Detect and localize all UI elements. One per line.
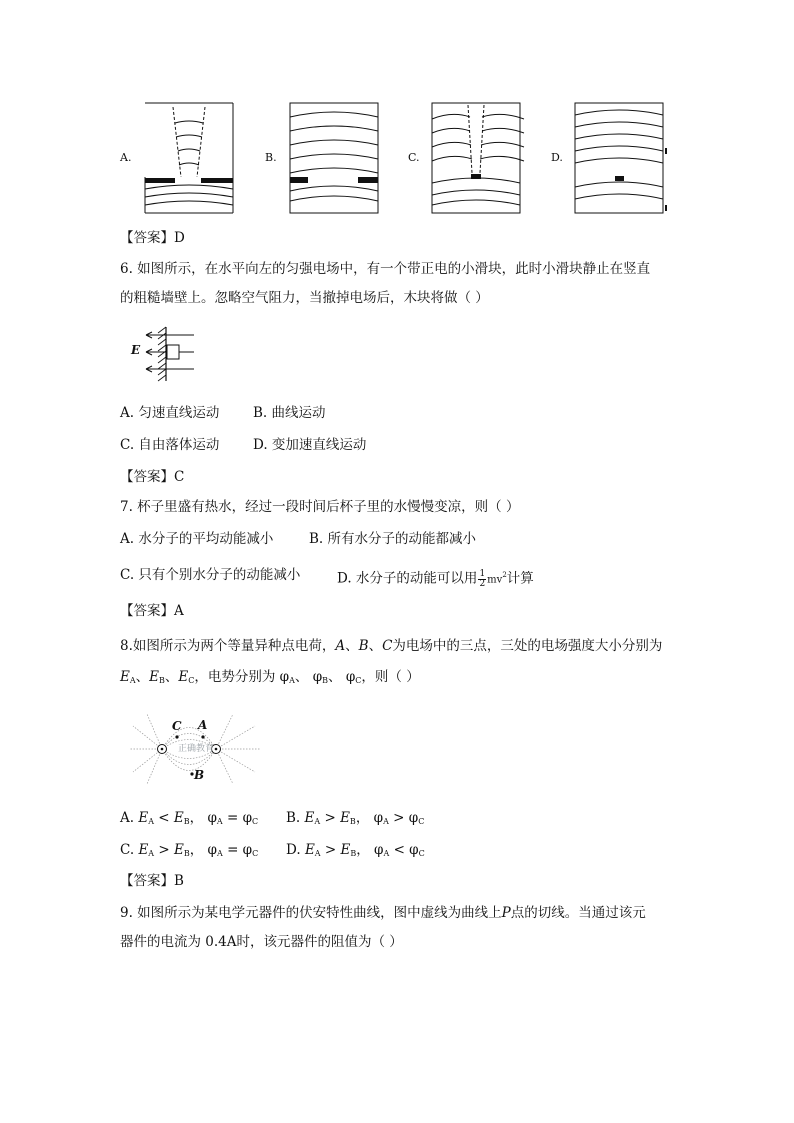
phi-symbol: φ bbox=[242, 842, 253, 858]
subscript-a: A bbox=[383, 849, 390, 858]
answer-label: 【答案】 bbox=[120, 603, 174, 619]
q6-option-b[interactable]: B. 曲线运动 bbox=[253, 405, 326, 421]
separator: 、 bbox=[294, 669, 309, 685]
subscript-b: B bbox=[159, 676, 165, 685]
subscript-a: A bbox=[148, 849, 155, 858]
subscript-a: A bbox=[383, 817, 389, 826]
separator: 、 bbox=[368, 638, 383, 654]
phi-symbol: φ bbox=[312, 669, 323, 685]
q6-field-label: E bbox=[131, 343, 141, 357]
answer-value: D bbox=[174, 230, 185, 246]
answer-value: C bbox=[174, 469, 185, 485]
q6-stem-line1: 6. 如图所示，在水平向左的匀强电场中，有一个带正电的小滑块，此时小滑块静止在竖直 bbox=[120, 261, 651, 277]
e-symbol: E bbox=[149, 669, 159, 685]
e-symbol: E bbox=[340, 842, 351, 858]
q6-stem-line2: 的粗糙墙壁上。忽略空气阻力，当撤掉电场后，木块将做（ ） bbox=[120, 290, 489, 306]
q9-stem-pre: 9. 如图所示为某电学元器件的伏安特性曲线，图中虚线为曲线上 bbox=[120, 905, 502, 921]
e-symbol: E bbox=[120, 669, 130, 685]
greater-than: > bbox=[324, 810, 336, 826]
q6-option-a[interactable]: A. 匀速直线运动 bbox=[120, 405, 220, 421]
e-symbol: E bbox=[304, 810, 315, 826]
e-symbol: E bbox=[304, 842, 315, 858]
point-c: C bbox=[382, 638, 393, 654]
subscript-b: B bbox=[322, 676, 329, 685]
q8-fig-label-a: A bbox=[198, 718, 208, 732]
q5-figure-d bbox=[575, 103, 670, 215]
q5-option-b-label[interactable]: B. bbox=[265, 151, 277, 164]
subscript-a: A bbox=[314, 849, 321, 858]
subscript-c: C bbox=[418, 817, 425, 826]
q8-option-c[interactable] bbox=[120, 841, 258, 863]
greater-than: > bbox=[158, 842, 170, 858]
phi-symbol: φ bbox=[279, 669, 290, 685]
separator: 、 bbox=[328, 669, 342, 685]
subscript-b: B bbox=[350, 849, 357, 858]
e-symbol: E bbox=[138, 842, 149, 858]
subscript-c: C bbox=[418, 849, 425, 858]
q5-answer bbox=[120, 229, 185, 247]
q8-stem-line1 bbox=[120, 637, 662, 655]
q9-stem-post: 点的切线。当通过该元 bbox=[510, 905, 646, 921]
subscript-a: A bbox=[216, 817, 223, 826]
point-a: A bbox=[335, 638, 346, 654]
subscript-c: C bbox=[355, 676, 362, 685]
answer-label: 【答案】 bbox=[120, 873, 174, 889]
subscript-a: A bbox=[148, 817, 154, 826]
e-symbol: E bbox=[173, 842, 184, 858]
fraction-denominator: 2 bbox=[479, 578, 486, 589]
half-fraction bbox=[478, 570, 486, 589]
phi-symbol: φ bbox=[374, 842, 384, 858]
formula-exponent: 2 bbox=[502, 571, 507, 579]
e-symbol: E bbox=[173, 810, 184, 826]
separator: 、 bbox=[345, 638, 359, 654]
q5-option-d-label[interactable]: D. bbox=[551, 151, 563, 164]
less-than: < bbox=[158, 810, 170, 826]
q5-figure-c bbox=[432, 103, 524, 215]
subscript-a: A bbox=[289, 676, 295, 685]
q7-option-d-text: D. 水分子的动能可以用 bbox=[337, 570, 478, 587]
q7-option-d[interactable] bbox=[337, 566, 534, 590]
q8-stem-pre: 8.如图所示为两个等量异种点电荷， bbox=[120, 638, 336, 654]
q7-option-b[interactable]: B. 所有水分子的动能都减小 bbox=[309, 531, 477, 547]
answer-label: 【答案】 bbox=[120, 230, 174, 246]
q5-option-a-label[interactable]: A. bbox=[120, 151, 132, 164]
subscript-c: C bbox=[188, 676, 195, 685]
subscript-a: A bbox=[216, 849, 223, 858]
q6-option-c[interactable]: C. 自由落体运动 bbox=[120, 437, 220, 453]
comma: ， bbox=[189, 810, 204, 826]
point-b: B bbox=[358, 638, 369, 654]
q8-option-a[interactable] bbox=[120, 809, 258, 831]
subscript-a: A bbox=[129, 676, 136, 685]
answer-value: A bbox=[174, 603, 184, 619]
equals: = bbox=[227, 842, 239, 858]
watermark-text: 正确教育 bbox=[178, 744, 215, 754]
phi-symbol: φ bbox=[409, 842, 419, 858]
option-label: C. bbox=[120, 842, 135, 858]
subscript-b: B bbox=[183, 849, 190, 858]
q8-stem-end: ，则（ ） bbox=[361, 669, 420, 685]
subscript-a: A bbox=[314, 817, 321, 826]
q8-option-b[interactable] bbox=[286, 809, 424, 831]
formula-mv: mv bbox=[487, 574, 503, 586]
comma: ， bbox=[355, 810, 370, 826]
comma: ， bbox=[189, 842, 204, 858]
point-p: P bbox=[501, 905, 511, 921]
option-label: A. bbox=[120, 810, 135, 826]
phi-symbol: φ bbox=[408, 810, 419, 826]
q8-stem-post: 为电场中的三点，三处的电场强度大小分别为 bbox=[392, 638, 663, 654]
q9-stem-line2: 器件的电流为 0.4A时，该元器件的阻值为（ ） bbox=[120, 934, 403, 950]
phi-symbol: φ bbox=[207, 810, 217, 826]
comma: ， bbox=[356, 842, 370, 858]
q8-answer bbox=[120, 872, 184, 890]
q8-stem-mid: ，电势分别为 bbox=[194, 669, 276, 685]
q8-option-d[interactable] bbox=[286, 841, 425, 863]
phi-symbol: φ bbox=[373, 810, 384, 826]
q8-fig-label-c: C bbox=[172, 719, 182, 733]
subscript-c: C bbox=[252, 849, 259, 858]
q7-option-d-tail: 计算 bbox=[506, 570, 534, 587]
q9-stem-line1 bbox=[120, 904, 646, 922]
q8-stem-line2 bbox=[120, 668, 420, 690]
q6-option-d[interactable]: D. 变加速直线运动 bbox=[253, 437, 367, 453]
less-than: < bbox=[393, 842, 405, 858]
e-symbol: E bbox=[178, 669, 189, 685]
q8-fig-label-b: B bbox=[194, 768, 205, 782]
q7-answer bbox=[120, 602, 184, 620]
separator: 、 bbox=[135, 669, 150, 685]
phi-symbol: φ bbox=[345, 669, 356, 685]
answer-value: B bbox=[174, 873, 184, 889]
equals: = bbox=[226, 810, 239, 826]
option-label: B. bbox=[286, 810, 301, 826]
phi-symbol: φ bbox=[242, 810, 253, 826]
subscript-b: B bbox=[183, 817, 190, 826]
q7-stem: 7. 杯子里盛有热水，经过一段时间后杯子里的水慢慢变凉，则（ ） bbox=[120, 499, 520, 515]
separator: 、 bbox=[164, 669, 179, 685]
greater-than: > bbox=[324, 842, 337, 858]
q6-answer bbox=[120, 468, 184, 486]
q5-figure-a bbox=[145, 103, 235, 215]
e-symbol: E bbox=[340, 810, 350, 826]
answer-label: 【答案】 bbox=[120, 469, 174, 485]
fraction-numerator: 1 bbox=[479, 568, 486, 579]
greater-than: > bbox=[393, 810, 405, 826]
q7-option-c[interactable]: C. 只有个别水分子的动能减小 bbox=[120, 567, 301, 583]
q5-option-c-label[interactable]: C. bbox=[408, 151, 420, 164]
q5-figure-b bbox=[290, 103, 380, 215]
subscript-c: C bbox=[252, 817, 259, 826]
q7-option-a[interactable]: A. 水分子的平均动能减小 bbox=[120, 531, 274, 547]
e-symbol: E bbox=[138, 810, 149, 826]
phi-symbol: φ bbox=[207, 842, 217, 858]
option-label: D. bbox=[286, 842, 301, 858]
subscript-b: B bbox=[349, 817, 356, 826]
